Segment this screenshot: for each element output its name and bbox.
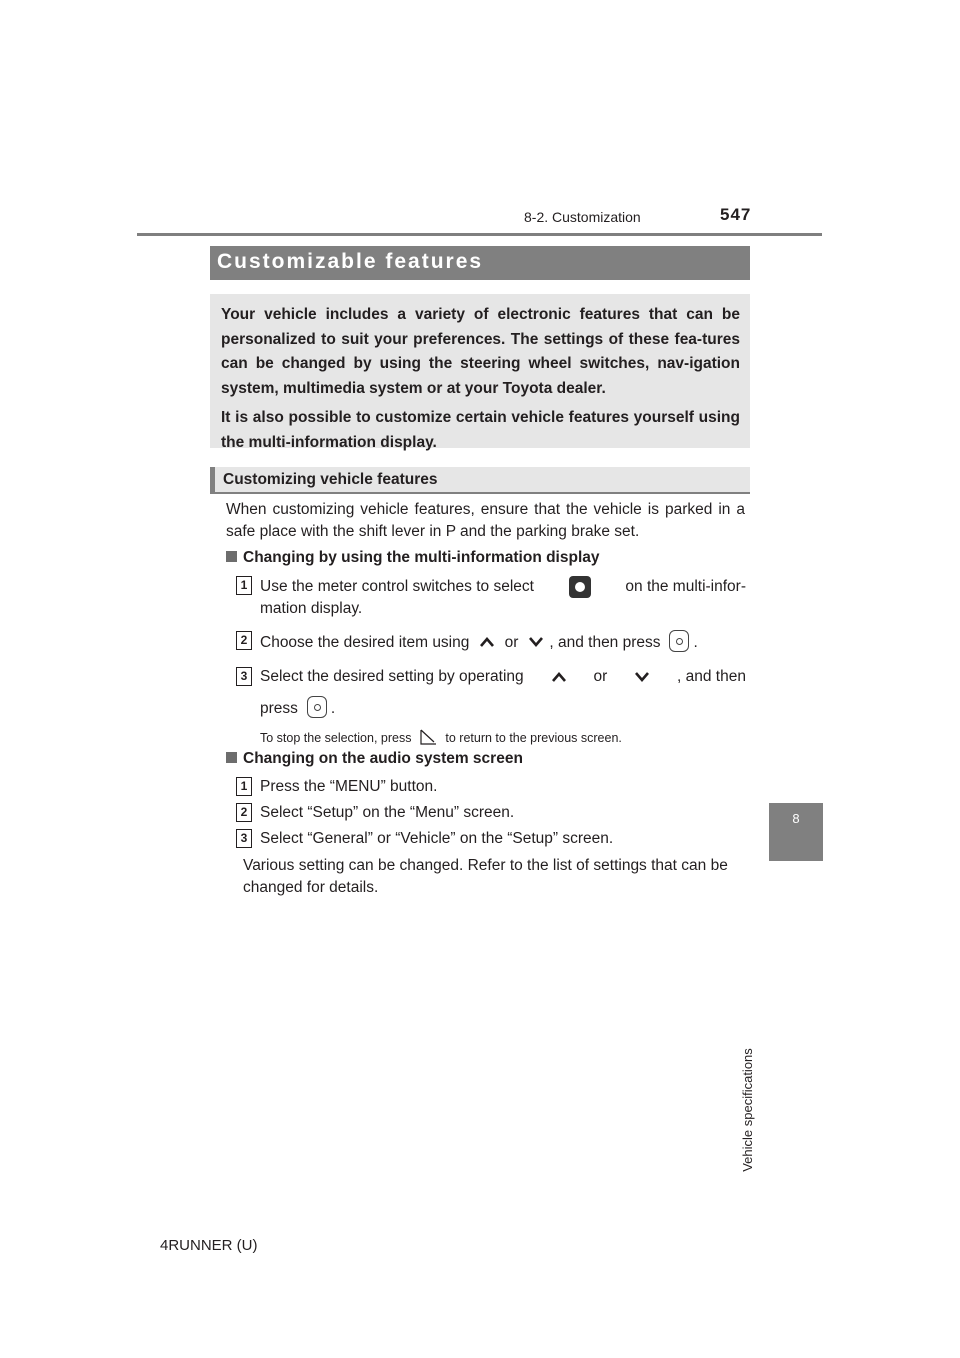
intro-paragraph-2: It is also possible to customize certain vehicle features yourself using the multi-information display. (221, 409, 740, 451)
subheading-marker (210, 467, 215, 494)
step-number: 1 (236, 576, 252, 595)
enter-button-icon (307, 696, 327, 718)
step-number: 3 (236, 829, 252, 848)
note (260, 728, 622, 746)
step-2-end: . (693, 634, 698, 651)
up-arrow-icon (550, 670, 568, 684)
chapter-label: Vehicle specifications (740, 1048, 755, 1172)
down-arrow-icon (527, 635, 545, 649)
up-arrow-icon (478, 635, 496, 649)
step-1-text-a: Use the meter control switches to select (260, 578, 534, 595)
page-number: 547 (720, 205, 752, 224)
note-text-a: To stop the selection, press (260, 731, 412, 745)
step-3-end: . (330, 700, 336, 717)
step-2-or: or (504, 634, 519, 651)
audio-step-1: Press the “MENU” button. (260, 778, 438, 795)
title-bar (210, 246, 750, 280)
bullet-heading-text: Changing on the audio system screen (243, 750, 523, 767)
down-arrow-icon (633, 670, 651, 684)
step-number: 2 (236, 803, 252, 822)
step-number: 3 (236, 667, 252, 686)
subheading-bar (210, 467, 750, 494)
intro-box (210, 294, 750, 451)
step-3 (260, 666, 746, 720)
bullet-square-icon (226, 752, 237, 763)
step-1 (260, 576, 746, 620)
step-2 (260, 630, 746, 654)
step-1-text-c: mation display. (260, 600, 363, 617)
subheading: Customizing vehicle features (223, 471, 438, 488)
gear-setting-icon (569, 576, 591, 598)
step-2-text-b: , and then press (549, 634, 661, 651)
back-button-icon (418, 728, 438, 746)
section-heading: 8-2. Customization (524, 209, 641, 225)
chapter-number: 8 (792, 811, 800, 826)
chapter-tab (769, 803, 823, 861)
step-3-text-c: press (260, 700, 298, 717)
step-3-or: or (593, 668, 608, 685)
step-1-text-b: on the multi-infor- (625, 578, 746, 595)
note-text-b: to return to the previous screen. (445, 731, 622, 745)
bullet-square-icon (226, 551, 237, 562)
audio-step-3: Select “General” or “Vehicle” on the “Setup” screen. (260, 830, 614, 847)
bullet-heading (226, 549, 600, 567)
bullet-heading (226, 750, 523, 768)
step-3-text-b: , and then (677, 668, 746, 685)
bullet-heading-text: Changing by using the multi-information display (243, 549, 600, 566)
enter-button-icon (669, 630, 689, 652)
step-2-text-a: Choose the desired item using (260, 634, 470, 651)
closing-paragraph: Various setting can be changed. Refer to the list of settings that can be changed for details. (243, 857, 728, 896)
audio-step-2: Select “Setup” on the “Menu” screen. (260, 804, 515, 821)
step-number: 2 (236, 631, 252, 650)
step-number: 1 (236, 777, 252, 796)
step-3-text-a: Select the desired setting by operating (260, 668, 524, 685)
paragraph: When customizing vehicle features, ensure that the vehicle is parked in a safe place with the shift lever in P and the parking brake set. (226, 501, 745, 540)
header-rule (137, 233, 822, 236)
intro-paragraph-1: Your vehicle includes a variety of electronic features that can be personalized to suit your preferences. The settings of these fea-tures can be changed by using the steering wheel switches, nav-igation system, multimedia system or at your Toyota dealer. (221, 306, 740, 397)
page-title: Customizable features (217, 250, 484, 273)
model-label: 4RUNNER (U) (160, 1237, 258, 1254)
